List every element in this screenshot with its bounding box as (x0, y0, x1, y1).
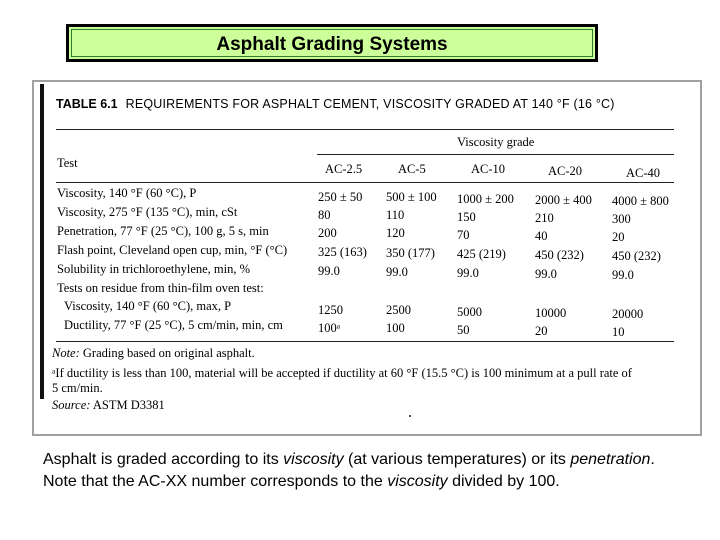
grade-header-ac-5: AC-5 (398, 162, 426, 176)
caption-emphasis: viscosity (387, 473, 448, 490)
table-cell: 99.0 (318, 264, 340, 278)
slide-title-box (66, 24, 598, 62)
table-cell: 99.0 (386, 265, 408, 279)
footnote-line-1: ᵃIf ductility is less than 100, material will be accepted if ductility at 60 °F (15.5 °C) is 100 minimum at a pull rate of (52, 366, 632, 380)
row-label: Penetration, 77 °F (25 °C), 100 g, 5 s, min (57, 224, 269, 238)
table-cell: 2500 (386, 303, 411, 317)
row-label: Solubility in trichloroethylene, min, % (57, 262, 251, 276)
scan-speck (409, 415, 411, 417)
row-label: Viscosity, 140 °F (60 °C), max, P (64, 299, 232, 313)
table-cell: 40 (535, 229, 548, 243)
table-cell: 120 (386, 226, 405, 240)
table-cell: 4000 ± 800 (612, 194, 669, 208)
source-label: Source: (52, 398, 91, 412)
table-cell: 99.0 (535, 267, 557, 281)
table-cell: 425 (219) (457, 247, 506, 261)
caption-text: (at various temperatures) or its (343, 451, 571, 468)
table-cell: 450 (232) (612, 249, 661, 263)
table-cell: 100 (386, 321, 405, 335)
table-cell: 250 ± 50 (318, 190, 363, 204)
note-text: Grading based on original asphalt. (82, 346, 255, 360)
table-cell: 210 (535, 211, 554, 225)
header-bottom-rule (56, 182, 674, 183)
grade-header-ac-20: AC-20 (548, 164, 583, 178)
table-cell: 20 (612, 230, 625, 244)
table-heading (56, 97, 615, 111)
caption-text: . Note that the AC-XX number corresponds to the (43, 451, 655, 490)
table-cell: 10000 (535, 306, 567, 320)
table-top-rule (56, 129, 674, 130)
table-cell: 200 (318, 226, 337, 240)
table-cell: 110 (386, 208, 405, 222)
slide-caption (43, 449, 683, 493)
table-cell: 350 (177) (386, 246, 435, 260)
table-cell: 100ᵃ (318, 321, 341, 335)
row-label: Viscosity, 140 °F (60 °C), P (57, 186, 197, 200)
table-cell: 325 (163) (318, 245, 367, 259)
table-cell: 99.0 (457, 266, 479, 280)
table-cell: 80 (318, 208, 331, 222)
table-bottom-rule (56, 341, 674, 342)
table-cell: 300 (612, 212, 631, 226)
table-cell: 50 (457, 323, 470, 337)
note-label: Note: (52, 346, 80, 360)
table-cell: 150 (457, 210, 476, 224)
table-cell: 2000 ± 400 (535, 193, 592, 207)
table-image-frame (32, 80, 702, 436)
table-cell: 450 (232) (535, 248, 584, 262)
caption-text: divided by 100. (447, 473, 560, 490)
residue-section-header: Tests on residue from thin-film oven test: (57, 281, 264, 295)
table-cell: 20000 (612, 307, 644, 321)
table-cell: 10 (612, 325, 625, 339)
table-cell: 1250 (318, 303, 343, 317)
row-label: Viscosity, 275 °F (135 °C), min, cSt (57, 205, 238, 219)
caption-text: Asphalt is graded according to its (43, 451, 284, 468)
viscosity-grade-header: Viscosity grade (457, 135, 535, 149)
grade-header-ac-10: AC-10 (471, 162, 506, 176)
scan-edge-mark (40, 84, 44, 399)
table-cell: 99.0 (612, 268, 634, 282)
source-text: ASTM D3381 (92, 398, 165, 412)
table-cell: 1000 ± 200 (457, 192, 514, 206)
group-header-rule (317, 154, 674, 155)
row-label: Flash point, Cleveland open cup, min, °F (°C) (57, 243, 288, 257)
footnote-line-2: 5 cm/min. (52, 381, 103, 395)
grade-header-ac-2-5: AC-2.5 (325, 162, 363, 176)
caption-emphasis: viscosity (283, 451, 344, 468)
table-title: REQUIREMENTS FOR ASPHALT CEMENT, VISCOSITY GRADED AT 140 °F (16 °C) (125, 97, 615, 111)
slide-title: Asphalt Grading Systems (216, 34, 448, 55)
caption-emphasis: penetration (570, 451, 651, 468)
table-cell: 70 (457, 228, 470, 242)
table-cell: 5000 (457, 305, 482, 319)
table-cell: 500 ± 100 (386, 190, 437, 204)
test-column-header: Test (57, 156, 78, 170)
table-cell: 20 (535, 324, 548, 338)
table-source (52, 398, 165, 413)
table-number: TABLE 6.1 (56, 97, 118, 111)
grade-header-ac-40: AC-40 (626, 166, 661, 180)
table-note (52, 346, 255, 361)
row-label: Ductility, 77 °F (25 °C), 5 cm/min, min, cm (64, 318, 283, 332)
